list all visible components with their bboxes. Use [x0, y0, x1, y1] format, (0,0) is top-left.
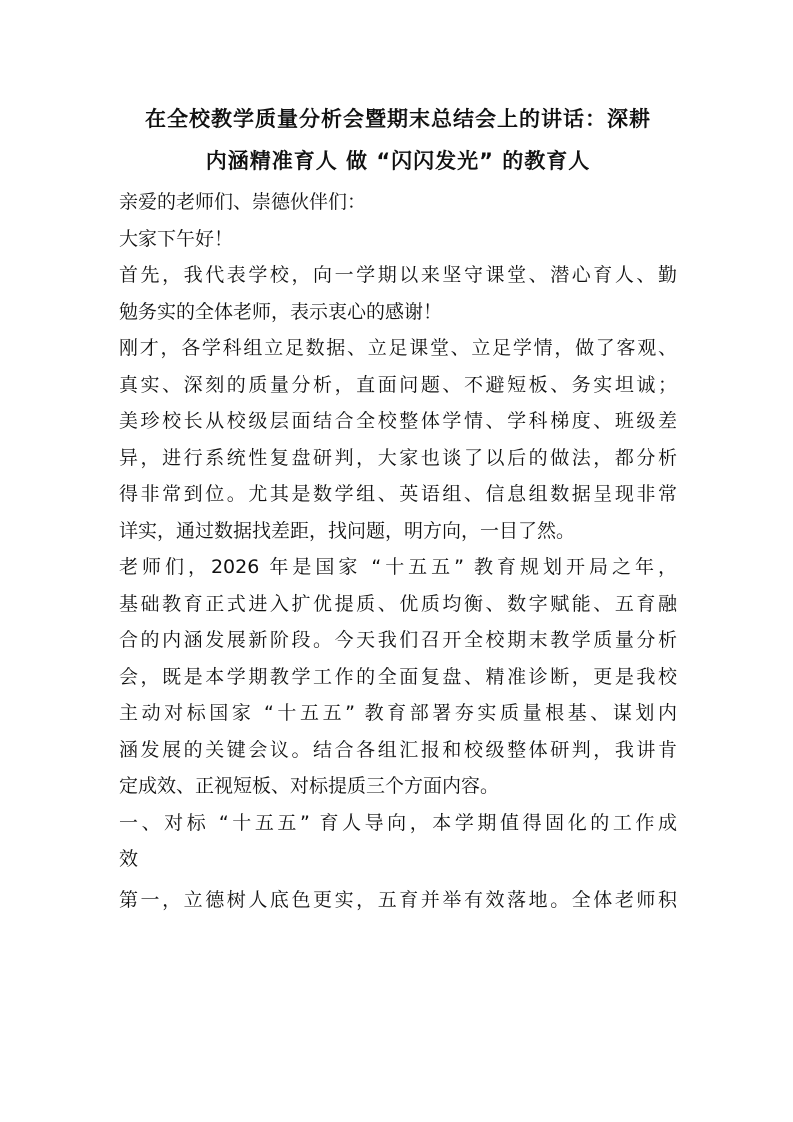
section-heading-line: 一、对标 “十五五” 育人导向，本学期值得固化的工作成: [119, 811, 677, 834]
paragraph-line: 第一，立德树人底色更实，五育并举有效落地。全体老师积: [119, 888, 677, 911]
paragraph-line: 基础教育正式进入扩优提质、优质均衡、数字赋能、五育融: [119, 592, 677, 615]
paragraph-line: 刚才，各学科组立足数据、立足课堂、立足学情，做了客观、: [119, 337, 677, 359]
paragraph-line: 定成效、正视短板、对标提质三个方面内容。: [119, 775, 500, 797]
title-line: 在全校教学质量分析会暨期末总结会上的讲话：深耕: [145, 107, 651, 131]
paragraph-line: 涵发展的关键会议。结合各组汇报和校级整体研判，我讲肯: [119, 738, 677, 761]
paragraph-line: 合的内涵发展新阶段。今天我们召开全校期末教学质量分析: [119, 629, 677, 651]
document-title: [108, 98, 688, 182]
paragraph-line: 会，既是本学期教学工作的全面复盘、精准诊断，更是我校: [119, 665, 677, 688]
title-line: 内涵精准育人 做 “闪闪发光” 的教育人: [205, 149, 591, 173]
paragraph-line: 老师们，2026 年是国家 “十五五” 教育规划开局之年，: [119, 556, 677, 578]
paragraph-line: 得非常到位。尤其是数学组、英语组、信息组数据呈现非常: [119, 483, 677, 505]
paragraph-line: 首先，我代表学校，向一学期以来坚守课堂、潜心育人、勤: [119, 264, 677, 286]
paragraph-line: 美珍校长从校级层面结合全校整体学情、学科梯度、班级差: [119, 410, 677, 432]
greeting-line: 大家下午好！: [119, 227, 234, 250]
paragraph-line: 主动对标国家 “十五五” 教育部署夯实质量根基、谋划内: [119, 702, 677, 724]
salutation-line: 亲爱的老师们、崇德伙伴们：: [119, 191, 367, 213]
document-body: [119, 184, 677, 918]
paragraph-line: 详实，通过数据找差距，找问题，明方向，一目了然。: [119, 519, 576, 542]
paragraph-line: 异，进行系统性复盘研判，大家也谈了以后的做法，都分析: [119, 446, 677, 469]
paragraph-line: 真实、深刻的质量分析，直面问题、不避短板、务实坦诚；: [119, 373, 677, 396]
paragraph-line: 勉务实的全体老师，表示衷心的感谢！: [119, 300, 443, 323]
section-heading-line: 效: [119, 848, 139, 870]
